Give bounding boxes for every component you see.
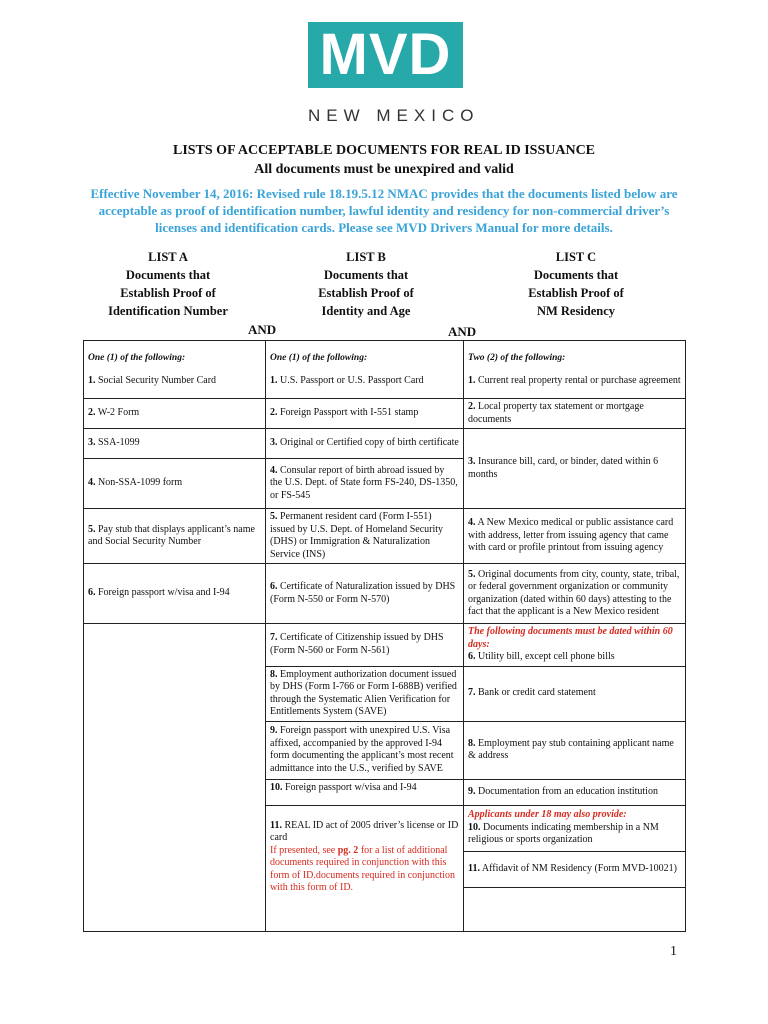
list-b-cell: 10. Foreign passport w/visa and I-94 (266, 779, 464, 805)
table-row (84, 399, 686, 429)
list-c-cell: 5. Original documents from city, county, state, tribal, or federal government organization or community organization (dated within 60 days) attesting to the fact that the applicant is a New Mexico resident (464, 564, 686, 624)
list-b-cell: One (1) of the following: 1. U.S. Passport or U.S. Passport Card (266, 341, 464, 399)
list-b-cell: 7. Certificate of Citizenship issued by DHS (Form N-560 or Form N-561) (266, 624, 464, 667)
list-a-cell: 5. Pay stub that displays applicant’s name and Social Security Number (84, 509, 266, 564)
list-c-cell: The following documents must be dated within 60 days: 6. Utility bill, except cell phone bills (464, 624, 686, 667)
documents-table (83, 340, 686, 932)
list-b-cell: 11. REAL ID act of 2005 driver’s license or ID card If presented, see pg. 2 for a list of additional documents required in conjunction with this form of ID.documents required in conjunction with this form of ID. (266, 805, 464, 931)
list-b-cell: 4. Consular report of birth abroad issued by the U.S. Dept. of State form FS-240, DS-1350, or FS-545 (266, 459, 464, 509)
list-c-heading: LIST C Documents that Establish Proof of NM Residency (528, 250, 624, 318)
list-c-cell: 8. Employment pay stub containing applicant name & address (464, 721, 686, 779)
table-row (84, 429, 686, 459)
page-number: 1 (670, 944, 677, 959)
list-c-cell: 2. Local property tax statement or mortgage documents (464, 399, 686, 429)
list-a-cell: 4. Non-SSA-1099 form (84, 459, 266, 509)
list-b-cell: 3. Original or Certified copy of birth certificate (266, 429, 464, 459)
list-b-cell: 9. Foreign passport with unexpired U.S. Visa affixed, accompanied by the approved I-94 form documenting the applicant’s most recent admittance into the U.S., verified by SAVE (266, 721, 464, 779)
list-c-cell: Applicants under 18 may also provide: 10. Documents indicating membership in a NM religious or sports organization (464, 805, 686, 851)
list-c-cell: Two (2) of the following: 1. Current real property rental or purchase agreement (464, 341, 686, 399)
list-b-heading: LIST B Documents that Establish Proof of Identity and Age (318, 250, 414, 318)
list-c-cell: 3. Insurance bill, card, or binder, dated within 6 months (464, 429, 686, 509)
table-row (84, 564, 686, 624)
list-a-empty-cell (84, 624, 266, 932)
and-label-2: AND (448, 324, 477, 339)
page-subtitle: All documents must be unexpired and valid (254, 162, 514, 177)
table-row (84, 509, 686, 564)
list-c-cell: 7. Bank or credit card statement (464, 666, 686, 721)
list-a-cell: 6. Foreign passport w/visa and I-94 (84, 564, 266, 624)
and-label-1: AND (248, 322, 277, 337)
list-a-cell: 3. SSA-1099 (84, 429, 266, 459)
list-b-cell: 2. Foreign Passport with I-551 stamp (266, 399, 464, 429)
page-title: LISTS OF ACCEPTABLE DOCUMENTS FOR REAL ID ISSUANCE (172, 143, 596, 158)
list-c-empty-cell (464, 887, 686, 931)
list-a-cell: One (1) of the following: 1. Social Security Number Card (84, 341, 266, 399)
list-a-cell: 2. W-2 Form (84, 399, 266, 429)
list-b-note: If presented, see pg. 2 for a list of additional documents required in conjunction with this form of ID.documents required in conjunction with this form of ID. (270, 844, 455, 893)
list-c-cell: 4. A New Mexico medical or public assistance card with address, letter from issuing agency that came with card or profile printout from issuing agency (464, 509, 686, 564)
logo-subtitle: NEW MEXICO (308, 106, 480, 125)
list-c-cell: 11. Affidavit of NM Residency (Form MVD-10021) (464, 851, 686, 887)
mvd-logo: MVD (308, 22, 463, 88)
table-row (84, 624, 686, 667)
list-c-cell: 9. Documentation from an education institution (464, 779, 686, 805)
list-a-heading: LIST A Documents that Establish Proof of Identification Number (108, 250, 228, 318)
list-b-cell: 8. Employment authorization document issued by DHS (Form I-766 or Form I-688B) verified through the Systematic Alien Verification for Entitlements System (SAVE) (266, 666, 464, 721)
list-b-cell: 5. Permanent resident card (Form I-551) issued by U.S. Dept. of Homeland Security (DHS) or Immigration & Naturalization Service (INS) (266, 509, 464, 564)
table-row (84, 341, 686, 399)
notice-text: Effective November 14, 2016: Revised rule 18.19.5.12 NMAC provides that the documents listed below are acceptable as proof of identification number, lawful identity and residency for non-commercial driver’s licenses and identification cards. Please see MVD Drivers Manual for more details. (90, 186, 678, 235)
list-b-cell: 6. Certificate of Naturalization issued by DHS (Form N-550 or Form N-570) (266, 564, 464, 624)
